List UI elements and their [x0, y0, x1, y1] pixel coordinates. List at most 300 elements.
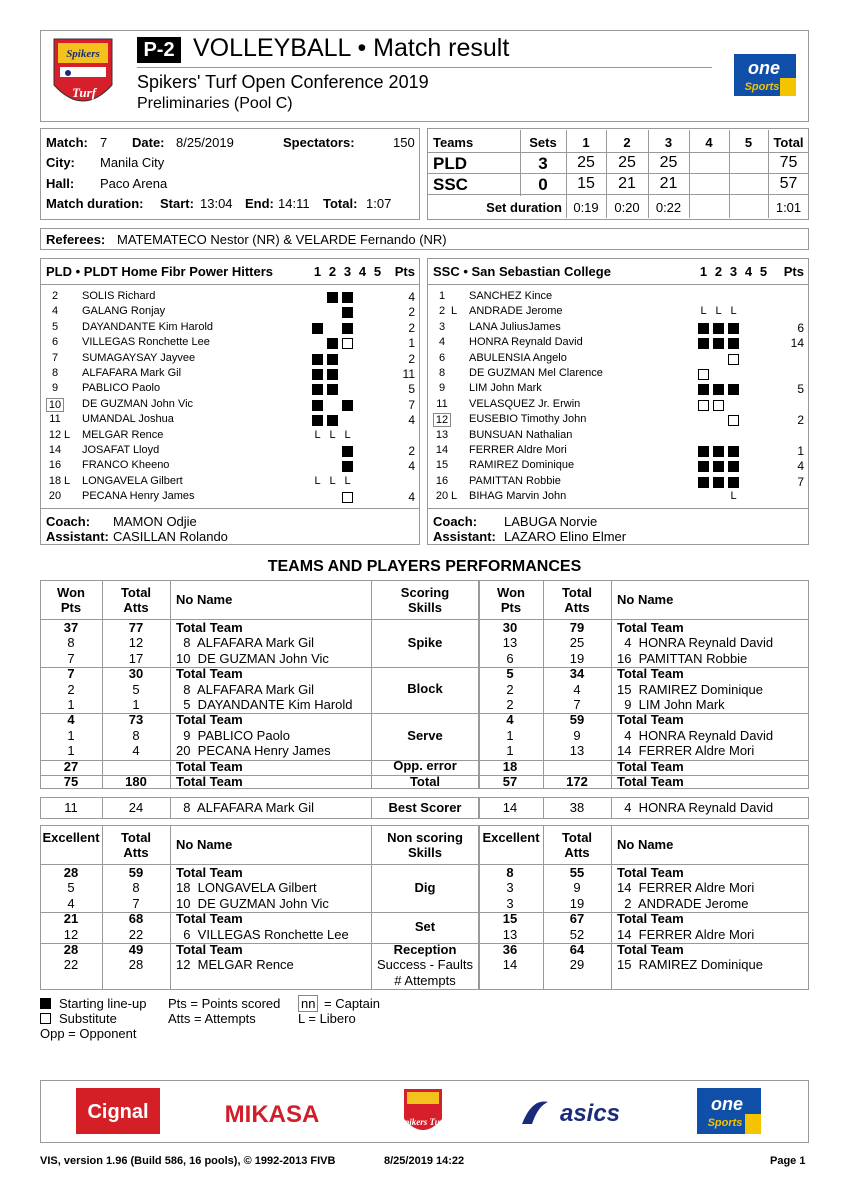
set-duration-value: 0:20 — [614, 200, 640, 215]
starting-lineup-icon — [728, 461, 739, 472]
hdr-total-r: Total Atts — [561, 830, 593, 860]
set-header: 3 — [343, 264, 352, 279]
perf-name: 14 FERRER Aldre Mori — [617, 926, 755, 942]
score-col-rule — [689, 130, 690, 218]
end-label: End: — [245, 196, 274, 211]
perf-col-rule — [611, 797, 612, 819]
perf-won: 22 — [63, 957, 79, 973]
one-sports-logo — [734, 54, 796, 96]
perf-total: 34 — [569, 666, 585, 682]
perf-total: 9 — [573, 727, 581, 743]
starting-lineup-icon — [728, 384, 739, 395]
perf-total: 30 — [128, 666, 144, 682]
perf-name: Total Team — [617, 666, 684, 682]
libero-icon: L — [700, 305, 707, 318]
perf-name: 20 PECANA Henry James — [176, 743, 331, 759]
perf-won: 3 — [506, 880, 514, 896]
player-points: 14 — [790, 336, 804, 351]
team-a-header-rule — [40, 284, 420, 285]
player-number: 14 — [435, 444, 449, 456]
set-duration-label: Set duration — [486, 200, 562, 215]
report-title: VOLLEYBALL • Match result — [193, 34, 510, 62]
perf-name: Total Team — [617, 712, 684, 728]
match-date: 8/25/2019 — [176, 135, 234, 150]
score-header-cell: Teams — [433, 135, 474, 150]
perf-won: 1 — [67, 727, 75, 743]
player-points: 2 — [797, 413, 804, 428]
legend-substitute: Substitute — [59, 1011, 117, 1026]
player-points: 4 — [408, 459, 415, 474]
referees-label: Referees: — [46, 232, 106, 247]
player-number: 6 — [51, 336, 59, 349]
player-number: 4 — [438, 336, 446, 349]
player-points: 2 — [408, 351, 415, 366]
spikers-turf-logo — [44, 33, 122, 117]
perf-won: 4 — [67, 895, 75, 911]
starting-lineup-icon — [713, 461, 724, 472]
starting-lineup-icon — [342, 292, 353, 303]
perf-won: 2 — [506, 681, 514, 697]
start-time: 13:04 — [200, 196, 233, 211]
perf-name: Total Team — [176, 942, 243, 957]
pts-header: Pts — [783, 264, 804, 279]
svg-text:one: one — [710, 1094, 744, 1114]
perf-name: 16 PAMITTAN Robbie — [617, 650, 748, 666]
perf-col-rule — [170, 580, 171, 789]
perf-won: 8 — [506, 865, 514, 880]
libero-icon: L — [314, 428, 321, 441]
start-label: Start: — [160, 196, 194, 211]
set-header: 2 — [328, 264, 337, 279]
set-header: 2 — [714, 264, 723, 279]
starting-lineup-icon — [342, 400, 353, 411]
perf-name: Total Team — [617, 774, 684, 789]
player-name: DE GUZMAN Mel Clarence — [469, 367, 603, 379]
perf-total: 29 — [569, 957, 585, 973]
total-time: 1:07 — [366, 196, 392, 211]
perf-name: Total Team — [617, 865, 684, 880]
substitute-icon — [698, 369, 709, 380]
player-name: BIHAG Marvin John — [469, 490, 567, 503]
perf-won: 15 — [502, 911, 518, 927]
score-header-cell: 2 — [623, 135, 631, 150]
starting-lineup-icon — [312, 369, 323, 380]
perf-total: 55 — [569, 865, 585, 880]
player-number: 9 — [438, 382, 446, 395]
starting-lineup-icon — [698, 446, 709, 457]
player-number: 8 — [438, 367, 446, 379]
player-name: EUSEBIO Timothy John — [469, 413, 587, 426]
set-duration-value: 1:01 — [775, 200, 802, 215]
perf-won: 7 — [67, 666, 75, 682]
perf-name: Total Team — [617, 942, 684, 957]
player-name: SOLIS Richard — [82, 290, 156, 302]
skill-name: Total — [409, 773, 441, 789]
legend-starting: Starting line-up — [59, 996, 147, 1011]
score-row-rule — [428, 152, 808, 153]
player-name: FRANCO Kheeno — [82, 459, 170, 472]
player-points: 1 — [408, 336, 415, 351]
skill-name: Dig — [414, 880, 436, 896]
player-number: 20 — [435, 490, 449, 503]
spikers-turf-sponsor-logo — [400, 1085, 446, 1139]
perf-won: 1 — [67, 697, 75, 712]
best-total: 24 — [128, 800, 144, 815]
perf-name: 14 FERRER Aldre Mori — [617, 743, 755, 759]
starting-lineup-icon — [327, 338, 338, 349]
starting-lineup-icon — [327, 292, 338, 303]
perf-name: Total Team — [176, 911, 243, 927]
score-cell-s2: 21 — [618, 175, 636, 192]
player-name: LANA JuliusJames — [469, 320, 561, 333]
skill-name: Opp. error — [393, 758, 457, 774]
city-value: Manila City — [100, 155, 165, 170]
hdr-total-r: Total Atts — [561, 585, 593, 615]
player-name: LIM John Mark — [469, 382, 542, 395]
player-number: 11 — [49, 413, 61, 426]
score-cell-s3: 21 — [659, 175, 678, 192]
perf-total: 7 — [132, 895, 140, 911]
perf-total: 73 — [128, 712, 144, 728]
best-scorer-label: Best Scorer — [388, 800, 462, 815]
svg-text:Sports: Sports — [744, 81, 780, 93]
player-number: 14 — [48, 444, 62, 456]
player-points: 4 — [408, 490, 415, 505]
team-a-assistant: CASILLAN Rolando — [113, 529, 228, 544]
team-a-coach-rule — [40, 508, 420, 509]
svg-text:Cignal: Cignal — [87, 1101, 149, 1123]
best-name: 4 HONRA Reynald David — [617, 800, 774, 815]
perf-total: 52 — [569, 926, 585, 942]
team-a-coach-label: Coach: — [46, 514, 91, 529]
hdr-won: Excellent — [42, 830, 100, 845]
perf-won: 75 — [63, 774, 79, 789]
player-number: 1 — [438, 290, 446, 302]
hdr-noname-r: No Name — [617, 837, 674, 852]
perf-name: Total Team — [176, 620, 243, 635]
starting-lineup-icon — [342, 461, 353, 472]
hdr-total: Total Atts — [120, 585, 152, 615]
score-header-cell: 4 — [705, 135, 713, 150]
perf-total: 64 — [569, 942, 585, 957]
legend-substitute-icon — [40, 1013, 51, 1024]
player-name: RAMIREZ Dominique — [469, 459, 575, 472]
perf-name: 9 LIM John Mark — [617, 697, 725, 712]
perf-won: 30 — [502, 620, 518, 635]
legend-starting-icon — [40, 998, 51, 1009]
starting-lineup-icon — [713, 384, 724, 395]
legend-atts: Atts = Attempts — [168, 1011, 256, 1026]
referees-value: MATEMATECO Nestor (NR) & VELARDE Fernando (NR) — [117, 232, 447, 247]
player-name: FERRER Aldre Mori — [469, 444, 567, 456]
perf-won: 28 — [63, 865, 79, 880]
footer-version: VIS, version 1.96 (Build 586, 16 pools), © 1992-2013 FIVB — [40, 1155, 336, 1167]
player-points: 6 — [797, 320, 804, 335]
score-col-rule — [729, 130, 730, 218]
one-sports-sponsor-logo — [697, 1088, 761, 1134]
perf-total: 9 — [573, 880, 581, 896]
player-name: VELASQUEZ Jr. Erwin — [469, 397, 581, 410]
svg-text:Spikers Turf: Spikers Turf — [400, 1117, 446, 1127]
footer-page: Page 1 — [770, 1155, 806, 1167]
team_a-title: PLD • PLDT Home Fibr Power Hitters — [46, 264, 274, 279]
perf-total: 19 — [569, 895, 585, 911]
perf-total: 180 — [125, 774, 147, 789]
team-b-assistant-label: Assistant: — [433, 529, 496, 544]
performances-title: TEAMS AND PLAYERS PERFORMANCES — [267, 558, 582, 575]
svg-text:MIKASA: MIKASA — [224, 1101, 320, 1128]
svg-text:asics: asics — [559, 1100, 621, 1127]
competition-name: Spikers' Turf Open Conference 2019 — [137, 72, 429, 92]
perf-won: 36 — [502, 942, 518, 957]
match-number: 7 — [100, 135, 108, 150]
player-name: SANCHEZ Kince — [469, 290, 553, 302]
perf-total: 22 — [128, 926, 144, 942]
player-points: 2 — [408, 305, 415, 320]
perf-won: 14 — [502, 957, 518, 973]
hdr-noname: No Name — [176, 837, 233, 852]
team-b-coach-rule — [427, 508, 809, 509]
footer-date: 8/25/2019 14:22 — [384, 1155, 465, 1167]
perf-total: 8 — [132, 880, 140, 896]
header-rule — [137, 67, 712, 68]
hall-value: Paco Arena — [100, 176, 168, 191]
starting-lineup-icon — [312, 415, 323, 426]
player-name: DE GUZMAN John Vic — [82, 397, 194, 410]
spectators-label: Spectators: — [283, 135, 355, 150]
player-number: 6 — [438, 351, 446, 364]
libero-icon: L — [730, 305, 737, 318]
perf-name: 15 RAMIREZ Dominique — [617, 957, 763, 973]
skill-sub2: # Attempts — [394, 973, 456, 988]
substitute-icon — [342, 338, 353, 349]
player-number: 5 — [51, 320, 59, 333]
score-cell-sets: 0 — [538, 175, 548, 194]
score-header-cell: 1 — [582, 135, 590, 150]
perf-won: 1 — [506, 727, 514, 743]
set-header: 4 — [358, 264, 367, 279]
perf-name: 8 ALFAFARA Mark Gil — [176, 681, 314, 697]
starting-lineup-icon — [698, 323, 709, 334]
perf-won: 1 — [506, 743, 514, 759]
starting-lineup-icon — [342, 446, 353, 457]
hdr-skill: Scoring Skills — [400, 585, 450, 615]
player-points: 5 — [408, 382, 415, 397]
city-label: City: — [46, 155, 75, 170]
starting-lineup-icon — [728, 477, 739, 488]
perf-total: 1 — [132, 697, 140, 712]
player-points: 4 — [408, 413, 415, 428]
skill-name: Block — [407, 681, 443, 697]
legend-captain: = Captain — [324, 996, 381, 1011]
player-name: ABULENSIA Angelo — [469, 351, 567, 364]
perf-won: 21 — [63, 911, 79, 927]
perf-name: Total Team — [176, 758, 243, 774]
best-name: 8 ALFAFARA Mark Gil — [176, 800, 314, 815]
perf-name: 18 LONGAVELA Gilbert — [176, 880, 317, 896]
perf-name: Total Team — [617, 911, 684, 927]
player-name: GALANG Ronjay — [82, 305, 166, 318]
skill-name: Serve — [407, 727, 443, 743]
skill-name: Set — [414, 918, 436, 934]
perf-won: 7 — [67, 650, 75, 666]
substitute-icon — [342, 492, 353, 503]
perf-name: 14 FERRER Aldre Mori — [617, 880, 755, 896]
match-label: Match: — [46, 135, 88, 150]
skill-name: Spike — [407, 635, 443, 651]
player-points: 4 — [408, 290, 415, 304]
set-duration-value: 0:22 — [655, 200, 682, 215]
player-number: 10 — [46, 398, 64, 412]
perf-total: 4 — [573, 681, 581, 697]
perf-won: 4 — [67, 712, 75, 728]
perf-won: 13 — [502, 926, 518, 942]
starting-lineup-icon — [713, 338, 724, 349]
team_b-title: SSC • San Sebastian College — [433, 264, 611, 279]
mikasa-logo — [210, 1098, 334, 1128]
player-points: 4 — [797, 459, 804, 474]
svg-text:one: one — [747, 58, 781, 78]
starting-lineup-icon — [728, 446, 739, 457]
team-a-assistant-label: Assistant: — [46, 529, 109, 544]
perf-total: 28 — [128, 957, 144, 973]
perf-name: 12 MELGAR Rence — [176, 957, 294, 973]
starting-lineup-icon — [698, 477, 709, 488]
substitute-icon — [713, 400, 724, 411]
player-points: 11 — [402, 367, 415, 381]
perf-name: 5 DAYANDANTE Kim Harold — [176, 697, 353, 712]
starting-lineup-icon — [713, 477, 724, 488]
starting-lineup-icon — [713, 446, 724, 457]
starting-lineup-icon — [327, 415, 338, 426]
player-number: 2 — [51, 290, 59, 302]
libero-icon: L — [730, 490, 737, 503]
starting-lineup-icon — [312, 354, 323, 365]
team-b-coach: LABUGA Norvie — [504, 514, 598, 529]
score-header-cell: Sets — [529, 135, 557, 150]
player-number: 13 — [435, 428, 449, 441]
perf-won: 4 — [506, 712, 514, 728]
starting-lineup-icon — [327, 354, 338, 365]
perf-name: 4 HONRA Reynald David — [617, 635, 774, 651]
player-name: LONGAVELA Gilbert — [82, 474, 183, 487]
legend-captain-box: nn — [298, 995, 318, 1012]
perf-total: 49 — [128, 942, 144, 957]
player-name: UMANDAL Joshua — [82, 413, 174, 426]
perf-won: 27 — [63, 758, 79, 774]
perf-total: 59 — [128, 865, 144, 880]
perf-total: 13 — [569, 743, 585, 759]
score-cell-total: 57 — [779, 175, 798, 192]
perf-won: 5 — [506, 666, 514, 682]
perf-col-rule — [170, 825, 171, 990]
team-a-coach: MAMON Odjie — [113, 514, 197, 529]
hall-label: Hall: — [46, 176, 75, 191]
perf-name: 15 RAMIREZ Dominique — [617, 681, 763, 697]
perf-name: 10 DE GUZMAN John Vic — [176, 895, 329, 911]
duration-label: Match duration: — [46, 196, 144, 211]
perf-won: 5 — [67, 880, 75, 896]
player-name: DAYANDANTE Kim Harold — [82, 320, 214, 333]
perf-won: 57 — [502, 774, 518, 789]
libero-mark: L — [64, 474, 71, 487]
perf-total: 172 — [566, 774, 588, 789]
perf-total: 12 — [128, 635, 144, 651]
score-cell-s3: 25 — [659, 154, 678, 171]
perf-total: 77 — [128, 620, 144, 635]
player-number: 15 — [435, 459, 449, 472]
set-header: 3 — [729, 264, 738, 279]
perf-total: 4 — [132, 743, 140, 759]
perf-name: 2 ANDRADE Jerome — [617, 895, 749, 911]
player-number: 8 — [51, 367, 59, 379]
player-name: ALFAFARA Mark Gil — [82, 367, 182, 379]
perf-won: 6 — [506, 650, 514, 666]
perf-total: 7 — [573, 697, 581, 712]
starting-lineup-icon — [698, 384, 709, 395]
player-name: HONRA Reynald David — [469, 336, 583, 349]
perf-total: 19 — [569, 650, 585, 666]
svg-text:Sports: Sports — [707, 1117, 743, 1129]
perf-won: 2 — [506, 697, 514, 712]
perf-name: 6 VILLEGAS Ronchette Lee — [176, 926, 349, 942]
player-number: 12 — [48, 428, 62, 441]
player-name: ANDRADE Jerome — [469, 305, 563, 318]
perf-won: 18 — [502, 758, 518, 774]
player-number: 4 — [51, 305, 59, 318]
starting-lineup-icon — [342, 323, 353, 334]
starting-lineup-icon — [327, 369, 338, 380]
perf-name: Total Team — [617, 620, 684, 635]
player-name: BUNSUAN Nathalian — [469, 428, 573, 441]
hdr-won: Won Pts — [57, 585, 85, 615]
perf-won: 12 — [63, 926, 79, 942]
perf-total: 59 — [569, 712, 585, 728]
perf-name: 4 HONRA Reynald David — [617, 727, 774, 743]
pts-header: Pts — [394, 264, 415, 279]
perf-total: 17 — [128, 650, 144, 666]
libero-icon: L — [344, 428, 351, 441]
substitute-icon — [728, 415, 739, 426]
player-number: 20 — [48, 490, 62, 503]
perf-name: Total Team — [176, 865, 243, 880]
perf-total: 5 — [132, 681, 140, 697]
perf-won: 13 — [502, 635, 518, 651]
perf-won: 2 — [67, 681, 75, 697]
player-number: 12 — [433, 413, 451, 427]
player-number: 9 — [51, 382, 59, 395]
perf-name: Total Team — [617, 758, 684, 774]
perf-won: 28 — [63, 942, 79, 957]
player-points: 1 — [797, 444, 804, 458]
libero-mark: L — [451, 305, 458, 318]
report-code-badge: P-2 — [137, 37, 181, 63]
score-header-cell: 3 — [664, 135, 673, 150]
hdr-won-r: Excellent — [482, 830, 540, 845]
set-header: 5 — [373, 264, 382, 279]
perf-name: 10 DE GUZMAN John Vic — [176, 650, 329, 666]
player-points: 2 — [408, 444, 415, 458]
score-cell-name: SSC — [433, 175, 468, 194]
perf-won: 3 — [506, 895, 514, 911]
libero-icon: L — [715, 305, 722, 318]
player-name: JOSAFAT Lloyd — [82, 444, 160, 456]
score-header-cell: Total — [773, 135, 804, 150]
score-cell-name: PLD — [433, 154, 467, 173]
player-name: VILLEGAS Ronchette Lee — [82, 336, 210, 349]
starting-lineup-icon — [327, 384, 338, 395]
hdr-noname-r: No Name — [617, 592, 674, 607]
